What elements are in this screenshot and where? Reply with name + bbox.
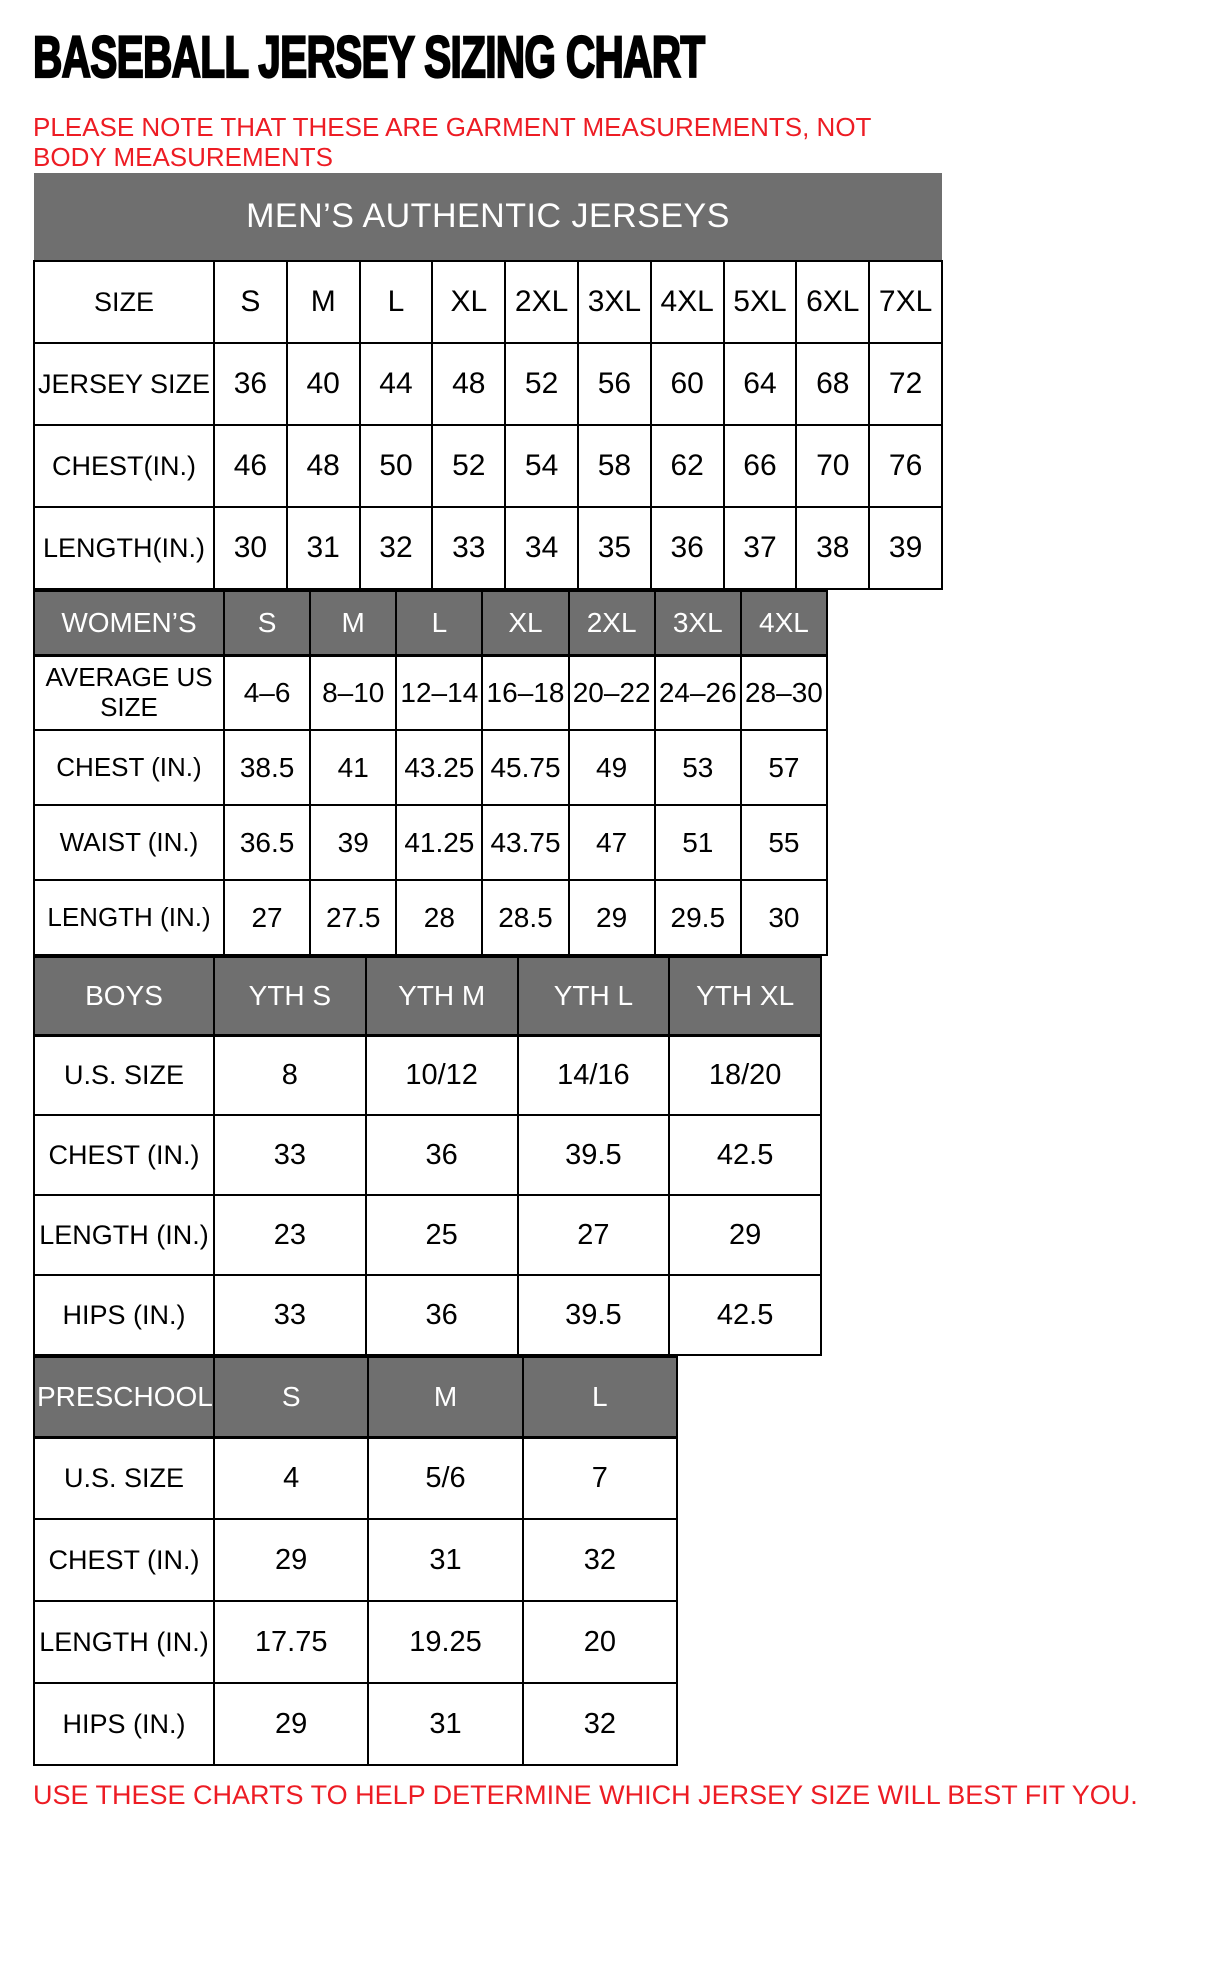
row-label: LENGTH (IN.)	[34, 1195, 214, 1275]
size-value: 66	[724, 425, 797, 507]
size-value: 38	[796, 507, 869, 589]
size-value: 29	[569, 880, 655, 955]
size-value: 42.5	[669, 1275, 821, 1355]
table-row	[34, 1683, 677, 1765]
size-value: 25	[366, 1195, 518, 1275]
size-value: 39.5	[518, 1115, 670, 1195]
size-value: 33	[214, 1275, 366, 1355]
size-value: 10/12	[366, 1035, 518, 1115]
size-value: 30	[214, 507, 287, 589]
size-value: 46	[214, 425, 287, 507]
size-value: 39	[869, 507, 942, 589]
preschool-header-label: PRESCHOOL	[34, 1357, 214, 1437]
column-header: M	[310, 591, 396, 655]
size-value: 16–18	[482, 655, 568, 730]
size-value: 31	[368, 1519, 522, 1601]
size-value: 20–22	[569, 655, 655, 730]
size-value: 43.25	[396, 730, 482, 805]
boys-sizing-table	[33, 956, 822, 1356]
size-value: 41	[310, 730, 396, 805]
size-value: 29.5	[655, 880, 741, 955]
size-value: S	[214, 261, 287, 343]
column-header: S	[214, 1357, 368, 1437]
column-header: YTH XL	[669, 957, 821, 1035]
size-value: 49	[569, 730, 655, 805]
size-value: 48	[432, 343, 505, 425]
row-label: U.S. SIZE	[34, 1035, 214, 1115]
table-row	[34, 1519, 677, 1601]
column-header: XL	[482, 591, 568, 655]
size-value: 68	[796, 343, 869, 425]
table-row	[34, 805, 827, 880]
column-header: S	[224, 591, 310, 655]
size-value: 40	[287, 343, 360, 425]
size-value: 28	[396, 880, 482, 955]
row-label: CHEST (IN.)	[34, 1519, 214, 1601]
size-value: 51	[655, 805, 741, 880]
size-value: 28.5	[482, 880, 568, 955]
size-value: 32	[523, 1683, 677, 1765]
row-label: CHEST(IN.)	[34, 425, 214, 507]
row-label: CHEST (IN.)	[34, 730, 224, 805]
size-value: 48	[287, 425, 360, 507]
size-value: 19.25	[368, 1601, 522, 1683]
size-value: 27	[518, 1195, 670, 1275]
size-value: 24–26	[655, 655, 741, 730]
size-value: 30	[741, 880, 827, 955]
page-title: BASEBALL JERSEY SIZING CHART	[33, 25, 705, 90]
size-value: 39	[310, 805, 396, 880]
size-value: 42.5	[669, 1115, 821, 1195]
size-value: 36.5	[224, 805, 310, 880]
size-value: 44	[360, 343, 433, 425]
table-row	[34, 1035, 821, 1115]
size-value: 53	[655, 730, 741, 805]
size-value: M	[287, 261, 360, 343]
size-value: 58	[578, 425, 651, 507]
row-label: AVERAGE US SIZE	[34, 655, 224, 730]
size-value: 56	[578, 343, 651, 425]
row-label: CHEST (IN.)	[34, 1115, 214, 1195]
size-value: 32	[360, 507, 433, 589]
size-value: 37	[724, 507, 797, 589]
table-header-row	[34, 591, 827, 655]
size-value: 57	[741, 730, 827, 805]
mens-banner: MEN’S AUTHENTIC JERSEYS	[34, 173, 942, 261]
table-row	[34, 1437, 677, 1519]
column-header: YTH S	[214, 957, 366, 1035]
row-label: LENGTH (IN.)	[34, 880, 224, 955]
row-label: HIPS (IN.)	[34, 1275, 214, 1355]
table-row	[34, 343, 942, 425]
size-value: 27.5	[310, 880, 396, 955]
row-label: LENGTH(IN.)	[34, 507, 214, 589]
size-value: 20	[523, 1601, 677, 1683]
size-value: 36	[651, 507, 724, 589]
table-row	[34, 1195, 821, 1275]
size-value: 76	[869, 425, 942, 507]
size-value: 36	[214, 343, 287, 425]
size-value: 31	[287, 507, 360, 589]
table-row	[34, 730, 827, 805]
table-header-row	[34, 957, 821, 1035]
size-value: 54	[505, 425, 578, 507]
size-value: 70	[796, 425, 869, 507]
size-value: 62	[651, 425, 724, 507]
size-value: L	[360, 261, 433, 343]
row-label: U.S. SIZE	[34, 1437, 214, 1519]
size-value: 39.5	[518, 1275, 670, 1355]
column-header: 3XL	[655, 591, 741, 655]
row-label: HIPS (IN.)	[34, 1683, 214, 1765]
column-header: M	[368, 1357, 522, 1437]
size-value: 18/20	[669, 1035, 821, 1115]
column-header: L	[396, 591, 482, 655]
column-header: YTH M	[366, 957, 518, 1035]
size-value: 8	[214, 1035, 366, 1115]
womens-sizing-table	[33, 590, 828, 956]
size-value: 34	[505, 507, 578, 589]
table-header-row	[34, 1357, 677, 1437]
size-value: 72	[869, 343, 942, 425]
size-value: 3XL	[578, 261, 651, 343]
table-row	[34, 261, 942, 343]
size-value: 17.75	[214, 1601, 368, 1683]
boys-header-label: BOYS	[34, 957, 214, 1035]
column-header: L	[523, 1357, 677, 1437]
size-value: 52	[432, 425, 505, 507]
garment-measurements-note: PLEASE NOTE THAT THESE ARE GARMENT MEASUREMENTS, NOT BODY MEASUREMENTS	[33, 111, 871, 173]
size-value: 31	[368, 1683, 522, 1765]
size-value: 7	[523, 1437, 677, 1519]
size-value: 55	[741, 805, 827, 880]
size-value: 29	[214, 1683, 368, 1765]
size-value: 29	[214, 1519, 368, 1601]
size-value: 38.5	[224, 730, 310, 805]
size-value: 64	[724, 343, 797, 425]
fit-advice-note: USE THESE CHARTS TO HELP DETERMINE WHICH JERSEY SIZE WILL BEST FIT YOU.	[33, 1780, 1138, 1811]
size-value: 33	[214, 1115, 366, 1195]
table-row	[34, 1115, 821, 1195]
column-header: 4XL	[741, 591, 827, 655]
size-value: 36	[366, 1275, 518, 1355]
size-value: 5/6	[368, 1437, 522, 1519]
size-value: 12–14	[396, 655, 482, 730]
size-value: 36	[366, 1115, 518, 1195]
size-value: 33	[432, 507, 505, 589]
row-label: JERSEY SIZE	[34, 343, 214, 425]
size-value: 4–6	[224, 655, 310, 730]
table-row	[34, 880, 827, 955]
size-value: 43.75	[482, 805, 568, 880]
column-header: 2XL	[569, 591, 655, 655]
size-value: 41.25	[396, 805, 482, 880]
size-value: 5XL	[724, 261, 797, 343]
size-value: 4XL	[651, 261, 724, 343]
size-value: 47	[569, 805, 655, 880]
column-header: YTH L	[518, 957, 670, 1035]
size-value: 45.75	[482, 730, 568, 805]
table-banner-row	[34, 173, 942, 261]
row-label: WAIST (IN.)	[34, 805, 224, 880]
size-value: 35	[578, 507, 651, 589]
size-value: 52	[505, 343, 578, 425]
table-row	[34, 1601, 677, 1683]
womens-header-label: WOMEN’S	[34, 591, 224, 655]
mens-authentic-jerseys-table	[33, 173, 943, 590]
size-value: 50	[360, 425, 433, 507]
table-row	[34, 425, 942, 507]
size-value: 8–10	[310, 655, 396, 730]
size-value: 32	[523, 1519, 677, 1601]
table-row	[34, 507, 942, 589]
size-value: 28–30	[741, 655, 827, 730]
table-row	[34, 1275, 821, 1355]
size-value: 27	[224, 880, 310, 955]
size-value: 14/16	[518, 1035, 670, 1115]
size-value: 29	[669, 1195, 821, 1275]
size-value: 7XL	[869, 261, 942, 343]
size-value: 2XL	[505, 261, 578, 343]
row-label: SIZE	[34, 261, 214, 343]
preschool-sizing-table	[33, 1356, 678, 1766]
size-value: 23	[214, 1195, 366, 1275]
size-value: 4	[214, 1437, 368, 1519]
table-row	[34, 655, 827, 730]
size-value: 6XL	[796, 261, 869, 343]
row-label: LENGTH (IN.)	[34, 1601, 214, 1683]
size-value: 60	[651, 343, 724, 425]
size-value: XL	[432, 261, 505, 343]
